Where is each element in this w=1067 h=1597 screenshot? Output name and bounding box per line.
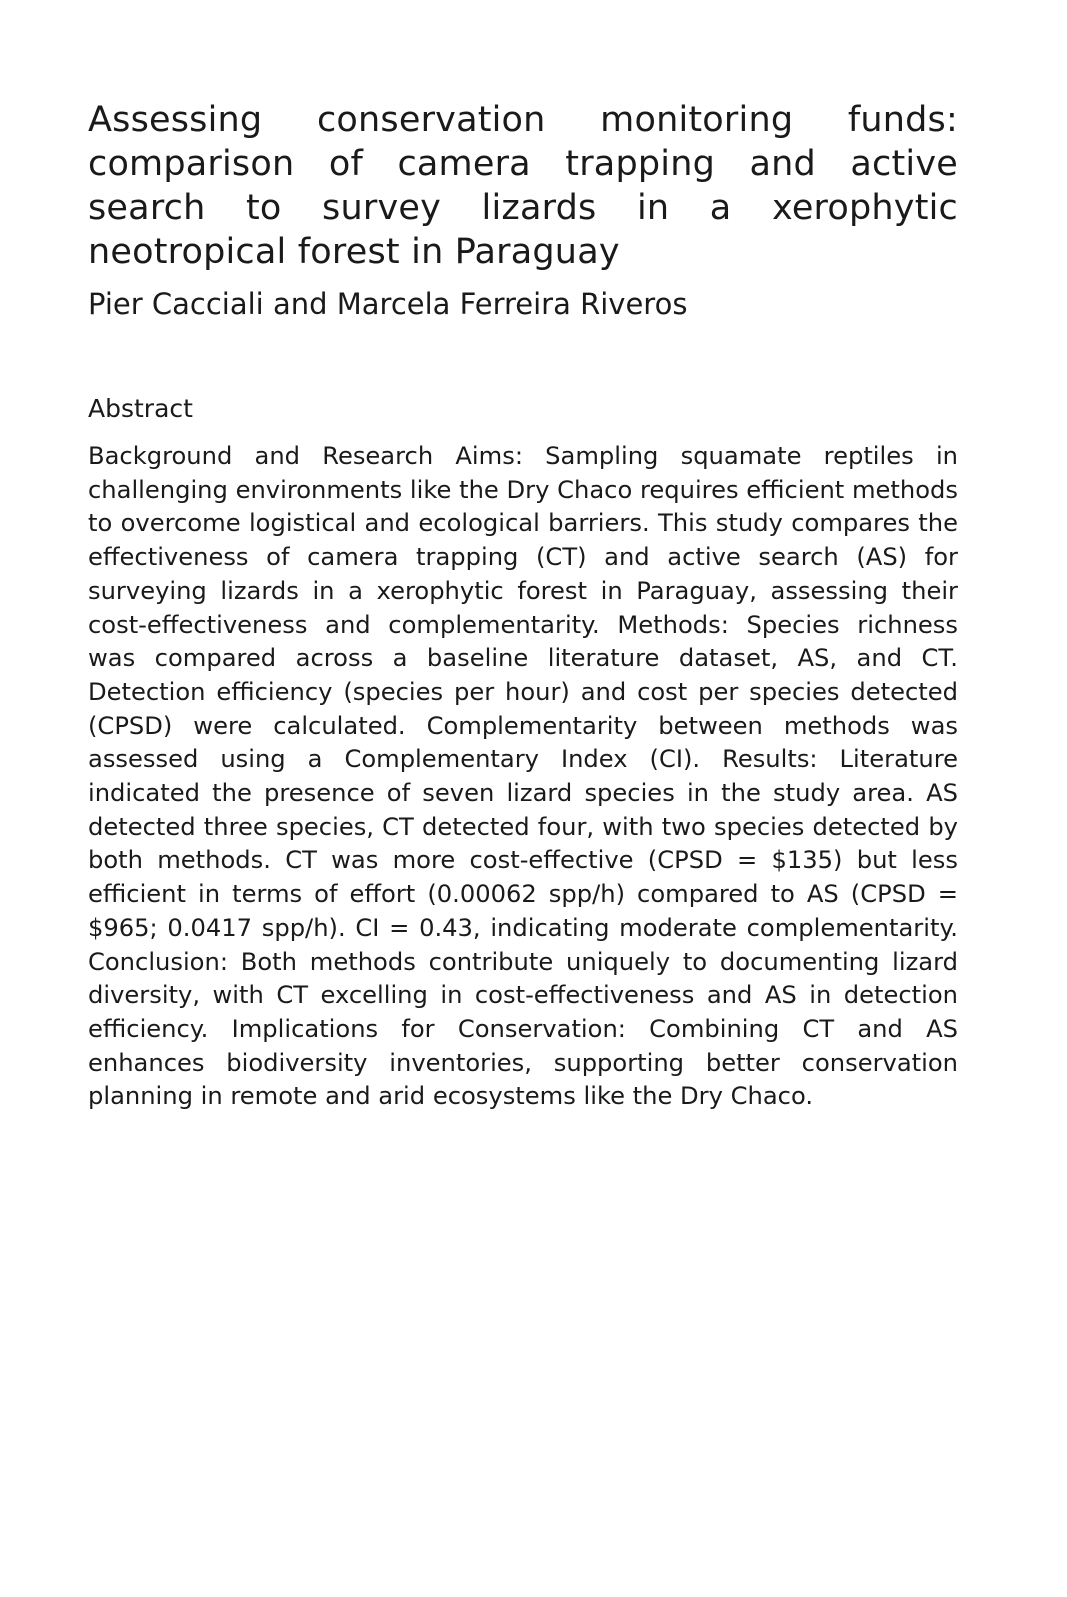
paper-authors: Pier Cacciali and Marcela Ferreira Riveros xyxy=(88,287,688,321)
abstract-text: Background and Research Aims: Sampling squamate reptiles in challenging environments like the Dry Chaco requires efficient methods to overcome logistical and ecological barriers. This study compares the effectiveness of camera trapping (CT) and active search (AS) for surveying lizards in a xerophytic forest in Paraguay, assessing their cost-effectiveness and complementarity. Methods: Species richness was compared across a baseline literature dataset, AS, and CT. Detection efficiency (species per hour) and cost per species detected (CPSD) were calculated. Complementarity between methods was assessed using a Complementary Index (CI). Results: Literature indicated the presence of seven lizard species in the study area. AS detected three species, CT detected four, with two species detected by both methods. CT was more cost-effective (CPSD = $135) but less efficient in terms of effort (0.00062 spp/h) compared to AS (CPSD = $965; 0.0417 spp/h). CI = 0.43, indicating moderate complementarity. Conclusion: Both methods contribute uniquely to documenting lizard diversity, with CT excelling in cost-effectiveness and AS in detection efficiency. Implications for Conservation: Combining CT and AS enhances biodiversity inventories, supporting better conservation planning in remote and arid ecosystems like the Dry Chaco. xyxy=(88,442,958,1111)
paper-title: Assessing conservation monitoring funds: comparison of camera trapping and active search to survey lizards in a xerophytic neotropical forest in Paraguay xyxy=(88,100,958,272)
paper-page xyxy=(88,98,958,1114)
abstract-heading: Abstract xyxy=(88,394,193,423)
